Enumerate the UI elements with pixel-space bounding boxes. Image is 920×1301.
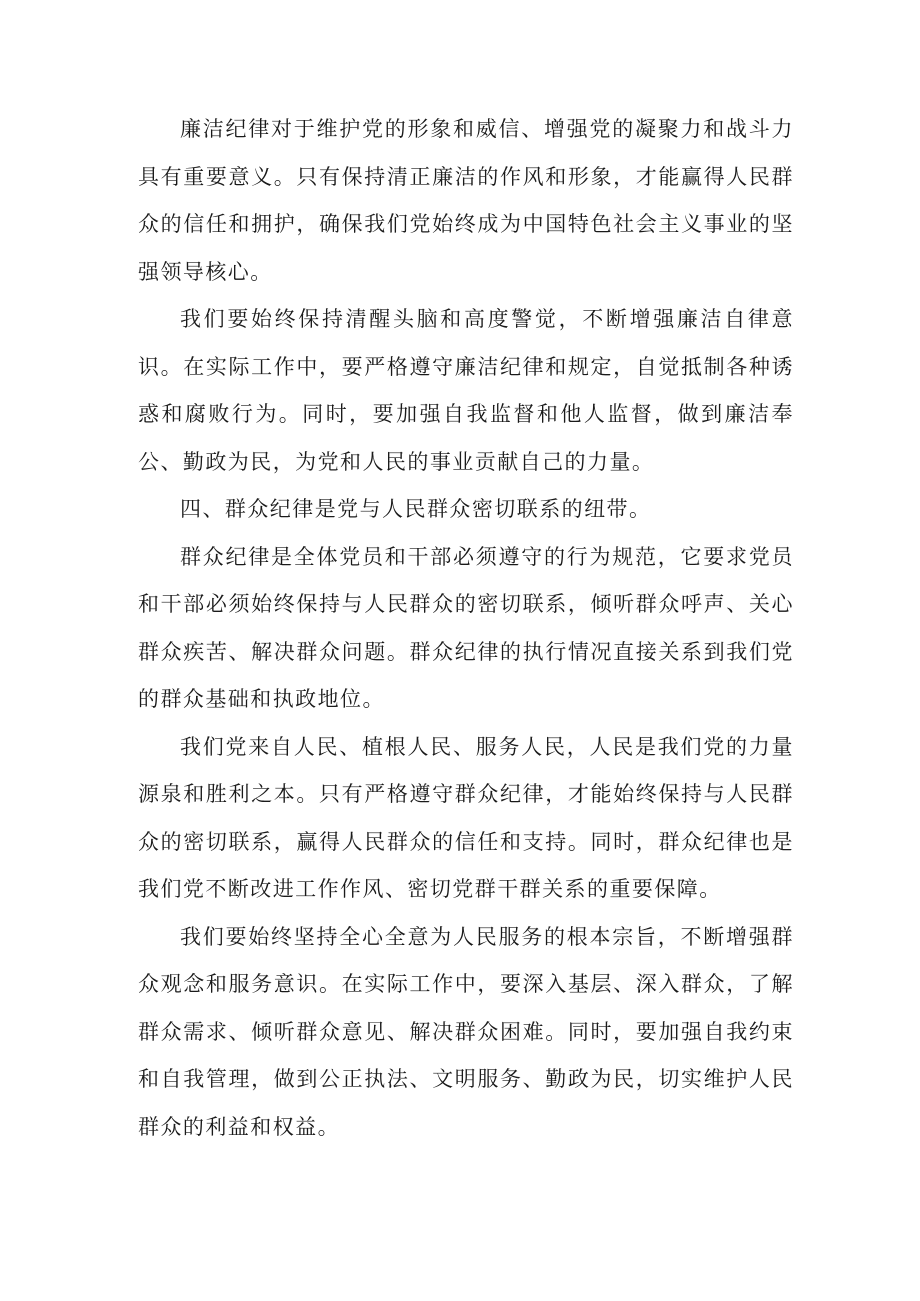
document-body xyxy=(138,106,794,1151)
section-heading-mass-discipline: 四、群众纪律是党与人民群众密切联系的纽带。 xyxy=(180,497,652,521)
paragraph-party-from-people: 我们党来自人民、植根人民、服务人民，人民是我们党的力量源泉和胜利之本。只有严格遵守群众纪律，才能始终保持与人民群众的密切联系，赢得人民群众的信任和支持。同时，群众纪律也是我们党不断改进工作作风、密切党群干群关系的重要保障。 xyxy=(138,734,794,901)
paragraph-integrity-discipline-significance: 廉洁纪律对于维护党的形象和威信、增强党的凝聚力和战斗力具有重要意义。只有保持清正廉洁的作风和形象，才能赢得人民群众的信任和拥护，确保我们党始终成为中国特色社会主义事业的坚强领导核心。 xyxy=(138,117,794,284)
paragraph-mass-discipline-definition: 群众纪律是全体党员和干部必须遵守的行为规范，它要求党员和干部必须始终保持与人民群众的密切联系，倾听群众呼声、关心群众疾苦、解决群众问题。群众纪律的执行情况直接关系到我们党的群众基础和执政地位。 xyxy=(138,544,794,711)
paragraph-integrity-self-discipline: 我们要始终保持清醒头脑和高度警觉，不断增强廉洁自律意识。在实际工作中，要严格遵守廉洁纪律和规定，自觉抵制各种诱惑和腐败行为。同时，要加强自我监督和他人监督，做到廉洁奉公、勤政为民，为党和人民的事业贡献自己的力量。 xyxy=(138,307,794,474)
paragraph-serve-the-people: 我们要始终坚持全心全意为人民服务的根本宗旨，不断增强群众观念和服务意识。在实际工作中，要深入基层、深入群众，了解群众需求、倾听群众意见、解决群众困难。同时，要加强自我约束和自我管理，做到公正执法、文明服务、勤政为民，切实维护人民群众的利益和权益。 xyxy=(138,924,794,1139)
